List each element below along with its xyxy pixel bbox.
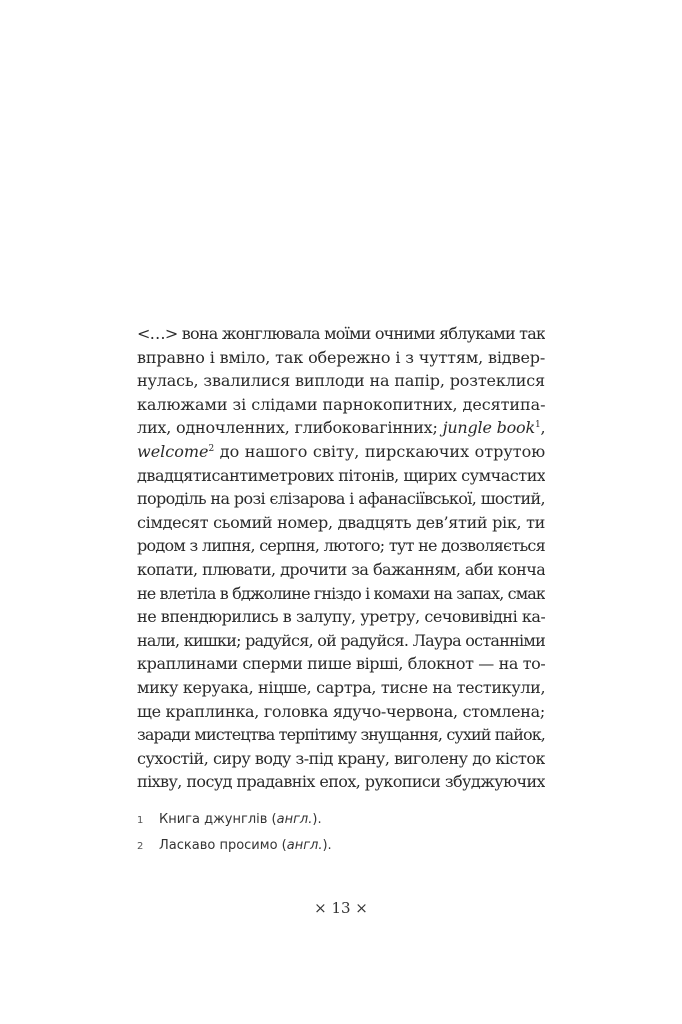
text-line [137, 416, 545, 440]
footnote-marker: 2 [208, 443, 215, 454]
footnote-fragment: ). [312, 812, 322, 827]
text-line: вправно і вміло, так обережно і з чуттям, відвер- [137, 347, 545, 367]
footnote-fragment: ). [322, 838, 332, 853]
text-line: калюжами зі слідами парнокопитних, десятипа- [137, 394, 545, 414]
footnote-text [159, 838, 332, 853]
text-line: мику керуака, ніцше, сартра, тисне на тестикули, [137, 677, 545, 697]
footnote-number: 2 [137, 841, 144, 852]
footnote-italic: англ. [286, 838, 323, 853]
text-line: нулась, звалилися виплоди на папір, розтеклися [137, 371, 545, 391]
text-fragment: лих, одночленних, глибоковагінних; [137, 418, 443, 438]
text-line: <…> вона жонглювала моїми очними яблуками так [137, 324, 545, 343]
text-line: краплинами сперми пише вірші, блокнот — на то- [137, 654, 545, 674]
text-fragment: до нашого світу, пирскаючих отрутою [214, 441, 545, 461]
text-line: ще краплинка, головка ядучо-червона, стомлена; [137, 701, 545, 721]
text-line: породіль на розі єлізарова і афанасіївської, шостий, [137, 489, 545, 509]
footnote-number: 1 [137, 815, 144, 826]
page-number: × 13 × [314, 899, 368, 917]
footnotes [137, 812, 545, 864]
footnote-fragment: Книга джунглів ( [159, 812, 277, 827]
text-line: піхву, посуд прадавніх епох, рукописи збуджуючих [137, 772, 545, 792]
body-text [137, 322, 545, 794]
footnote [137, 838, 545, 864]
text-line: сімдесят сьомий номер, двадцять дев’ятий рік, ти [137, 512, 545, 532]
text-line: не влетіла в бджолине гніздо і комахи на запах, смак [137, 583, 545, 603]
text-line: сухостій, сиру воду з-під крану, виголену до кісток [137, 748, 545, 768]
footnote-italic: англ. [276, 812, 313, 827]
text-line: не впендюрились в залупу, уретру, сечовивідні ка- [137, 607, 545, 627]
footnote-text [159, 812, 322, 827]
footnote [137, 812, 545, 838]
text-line: родом з липня, серпня, лютого; тут не дозволяється [137, 536, 545, 556]
italic-phrase: welcome [137, 441, 209, 461]
text-fragment: , [540, 418, 545, 438]
text-line: заради мистецтва терпітиму знущання, сухий пайок, [137, 725, 545, 745]
footnote-marker: 1 [534, 420, 541, 431]
text-line: двадцятисантиметрових пітонів, щирих сумчастих [137, 465, 545, 485]
text-line: нали, кишки; радуйся, ой радуйся. Лаура останніми [137, 630, 545, 650]
italic-phrase: jungle book [442, 418, 535, 438]
text-line [137, 440, 545, 464]
text-line: копати, плювати, дрочити за бажанням, аби конча [137, 559, 545, 579]
footnote-fragment: Ласкаво просимо ( [159, 838, 287, 853]
